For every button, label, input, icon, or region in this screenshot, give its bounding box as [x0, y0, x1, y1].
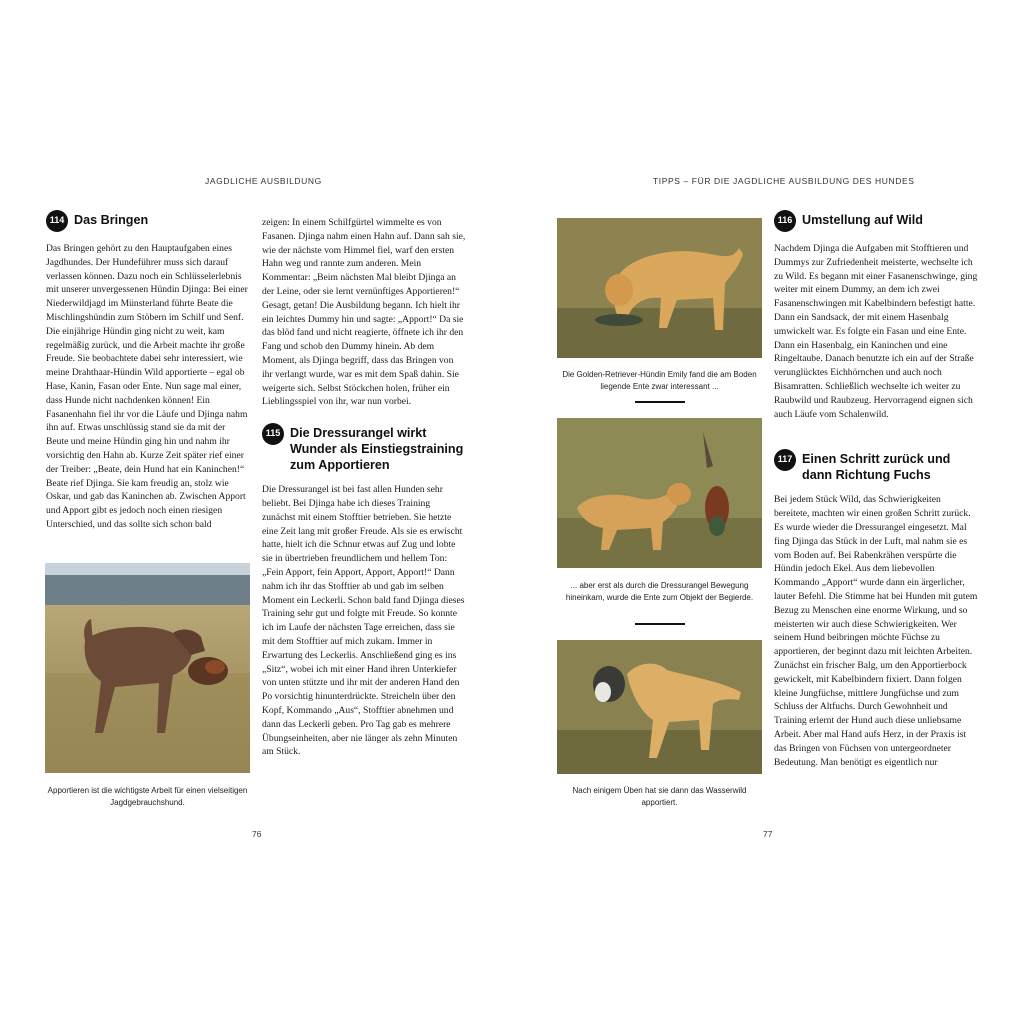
right-page-number: 77: [763, 829, 773, 839]
section-117-heading: [774, 451, 978, 483]
section-title: Die Dressurangel wirkt Wunder als Einstiegstraining zum Apportieren: [290, 426, 464, 473]
left-column-1: [46, 212, 250, 532]
photo-weimaraner-with-pheasant: [45, 563, 250, 773]
right-caption-1: Die Golden-Retriever-Hündin Emily fand die am Boden liegende Ente zwar interessant ...: [562, 370, 757, 391]
section-number-badge: 115: [262, 423, 284, 445]
left-photo-caption: Apportieren ist die wichtigste Arbeit für einen vielseitigen Jagdgebrauchshund.: [47, 786, 248, 807]
right-column: [774, 212, 978, 769]
section-117-text: Bei jedem Stück Wild, das Schwierigkeiten bereitete, machten wir einen großen Schritt zurück. Es wurde wieder die Dressurangel eingesetzt. Mal fing Djinga das Stück in der Luft, mal nahm sie es vom Boden auf. Bei Rabenkrähen verspürte die Hündin jedoch Ekel. Aus dem liebevollen Kommando „Apport“ wurde dann ein ärgerlicher, lauter Befehl. Die Stimme hat bei Hunden mit gutem Bezug zu Menschen eine enorme Wirkung, und so meisterten wir auch diese Schwierigkeiten. Wer seinem Hund beibringen möchte Füchse zu apportieren, der beginnt dazu mit leichten Arbeiten. Zunächst ein frischer Balg, um den Apportierbock gewickelt, mit Kabelbindern fixiert. Dann folgen kleine Jungfüchse, mittlere Jungfüchse und zum Schluss der Altfuchs. Durch Gewohnheit und Training erlernt der Hund auch diese unliebsame Arbeit. Aber mal Hand aufs Herz, in der Praxis ist das Bringen von Füchsen von untergeordneter Bedeutung. Man benötigt es eigentlich nur: [774, 494, 978, 768]
caption-divider: [635, 401, 685, 403]
section-title: Einen Schritt zurück und dann Richtung Fuchs: [802, 452, 951, 483]
right-running-head: TIPPS – FÜR DIE JAGDLICHE AUSBILDUNG DES HUNDES: [653, 176, 915, 186]
section-115-heading: [262, 425, 466, 473]
left-running-head: JAGDLICHE AUSBILDUNG: [205, 176, 322, 186]
section-title: Umstellung auf Wild: [802, 213, 923, 227]
section-114-text: Das Bringen gehört zu den Hauptaufgaben eines Jagdhundes. Der Hundeführer muss sich darauf verlassen können. Dazu noch ein Schlüsselerlebnis mit unserer unvergessenen Hündin Djinga: Bei einer Niederwildjagd im Münsterland führte Beate die Mischlingshündin zum Stöbern im Schilf und Senf. Die einjährige Hündin ging nicht zu weit, kam regelmäßig zurück, und die Arbeit machte ihr große Freude. Sie beobachtete dabei sehr interessiert, wie meine Drahthaar-Hündin Wild apportierte – egal ob Hase, Kanin, Fasan oder Ente. Nun sage mal einer, dass Hunde nicht nachdenken können! Ein Fasanenhahn fiel ihr vor die Läufe und Djinga nahm ihn auf. Etwas unschlüssig stand sie da mit der Beute und meine Hündin ging hin und nahm ihr vorsichtig den Hahn ab. Kurze Zeit später rief einer der Treiber: „Beate, dein Hund hat ein Kaninchen!“ Beate rief Djinga. Sie kam freudig an, stolz wie Oskar, und gab das Kaninchen ab. Zwischen Apport und Apport gibt es jedoch noch einen riesigen Unterschied, und das sollte sich schon bald: [46, 243, 248, 530]
section-title: Das Bringen: [74, 213, 149, 227]
section-116-text: Nachdem Djinga die Aufgaben mit Stofftieren und Dummys zur Zufriedenheit meisterte, wechselte ich zu Wild. Es begann mit einer Fasanenschwinge, ging weiter mit einem Dummy, an dem ich zwei Fasanenschwingen mit Kabelbindern befestigt hatte. Dann ein Sandsack, der mit einem Hasenbalg umwickelt war. Es folgte ein Fasan und eine Ente. Dann ein Hasenbalg, ein Kaninchen und eine Ringeltaube. Danach benutzte ich ein auf der Straße verunglücktes Eichhörnchen und auch noch Bisamratten. Schließlich wechselte ich weiter zu Raubwild und Raubzeug. Hervorragend eignen sich auch Läufe vom Schalenwild.: [774, 243, 978, 420]
left-column-2: [262, 216, 466, 759]
section-116-heading: [774, 212, 978, 232]
left-page-number: 76: [252, 829, 262, 839]
section-number-badge: 116: [774, 210, 796, 232]
caption-divider: [635, 623, 685, 625]
photo-retriever-with-training-lure: [557, 418, 762, 568]
section-114-text-continued: zeigen: In einem Schilfgürtel wimmelte es von Fasanen. Djinga nahm einen Hahn auf. Dann sah sie, wie der nächste vom Himmel fiel, warf den ersten Hahn weg und rannte zum anderen. Mein Kommentar: „Beim nächsten Mal bleibt Djinga an der Leine, oder sie lernt vernünftiges Apportieren!“ Gesagt, getan! Die Ausbildung begann. Ich hielt ihr ein leichtes Dummy hin und sagte: „Apport!“ Da sie das blöd fand und nicht reagierte, öffnete ich ihr den Fang und schob den Dummy hinein. Ab dem Moment, als Djinga begriff, dass das Bringen von ihr verlangt wurde, war es mit dem Spaß dahin. Sie weigerte sich. Selbst Stöckchen holen, früher ein Lieblingsspiel von ihr, war nun vorbei.: [262, 217, 466, 408]
photo-retriever-sniffing-duck: [557, 218, 762, 358]
section-115-text: Die Dressurangel ist bei fast allen Hunden sehr beliebt. Bei Djinga habe ich dieses Training zunächst mit einem Stofftier betrieben. Sie hetzte eine Zeit lang mit großer Freude. Als sie es erwischt hatte, hielt ich die Schnur etwas auf Zug und lobte sie in übertrieben freundlichem und hellem Ton: „Fein Apport, fein Apport, Apport, Apport!“ Dann nahm ich ihr das Stofftier ab und gab im selben Moment ein Leckerli. Schon bald fand Djinga dieses Training sehr gut und folgte mit Freude. So konnte ich im Laufe der nächsten Tage erreichen, dass sie mit dem Stofftier auf mich zukam. Immer in Erwartung des Leckerlis. Anschließend ging es ins „Sitz“, wobei ich mit einer Hand ihren Unterkiefer von unten stützte und ihr mit der anderen Hand den Po vorsichtig hinunterdrückte. Streicheln über den Kopf, Kommando „Aus“, Stofftier abnehmen und dann das Leckerli geben. Pro Tag gab es mehrere Übungseinheiten, aber nie länger als zehn Minuten am Stück.: [262, 484, 465, 758]
right-caption-2: ... aber erst als durch die Dressurangel Bewegung hineinkam, wurde die Ente zum Objekt der Begierde.: [565, 581, 754, 602]
section-114-heading: [46, 212, 250, 232]
right-caption-3: Nach einigem Üben hat sie dann das Wasserwild apportiert.: [572, 786, 747, 807]
section-number-badge: 114: [46, 210, 68, 232]
photo-retriever-retrieving-duck: [557, 640, 762, 774]
section-number-badge: 117: [774, 449, 796, 471]
